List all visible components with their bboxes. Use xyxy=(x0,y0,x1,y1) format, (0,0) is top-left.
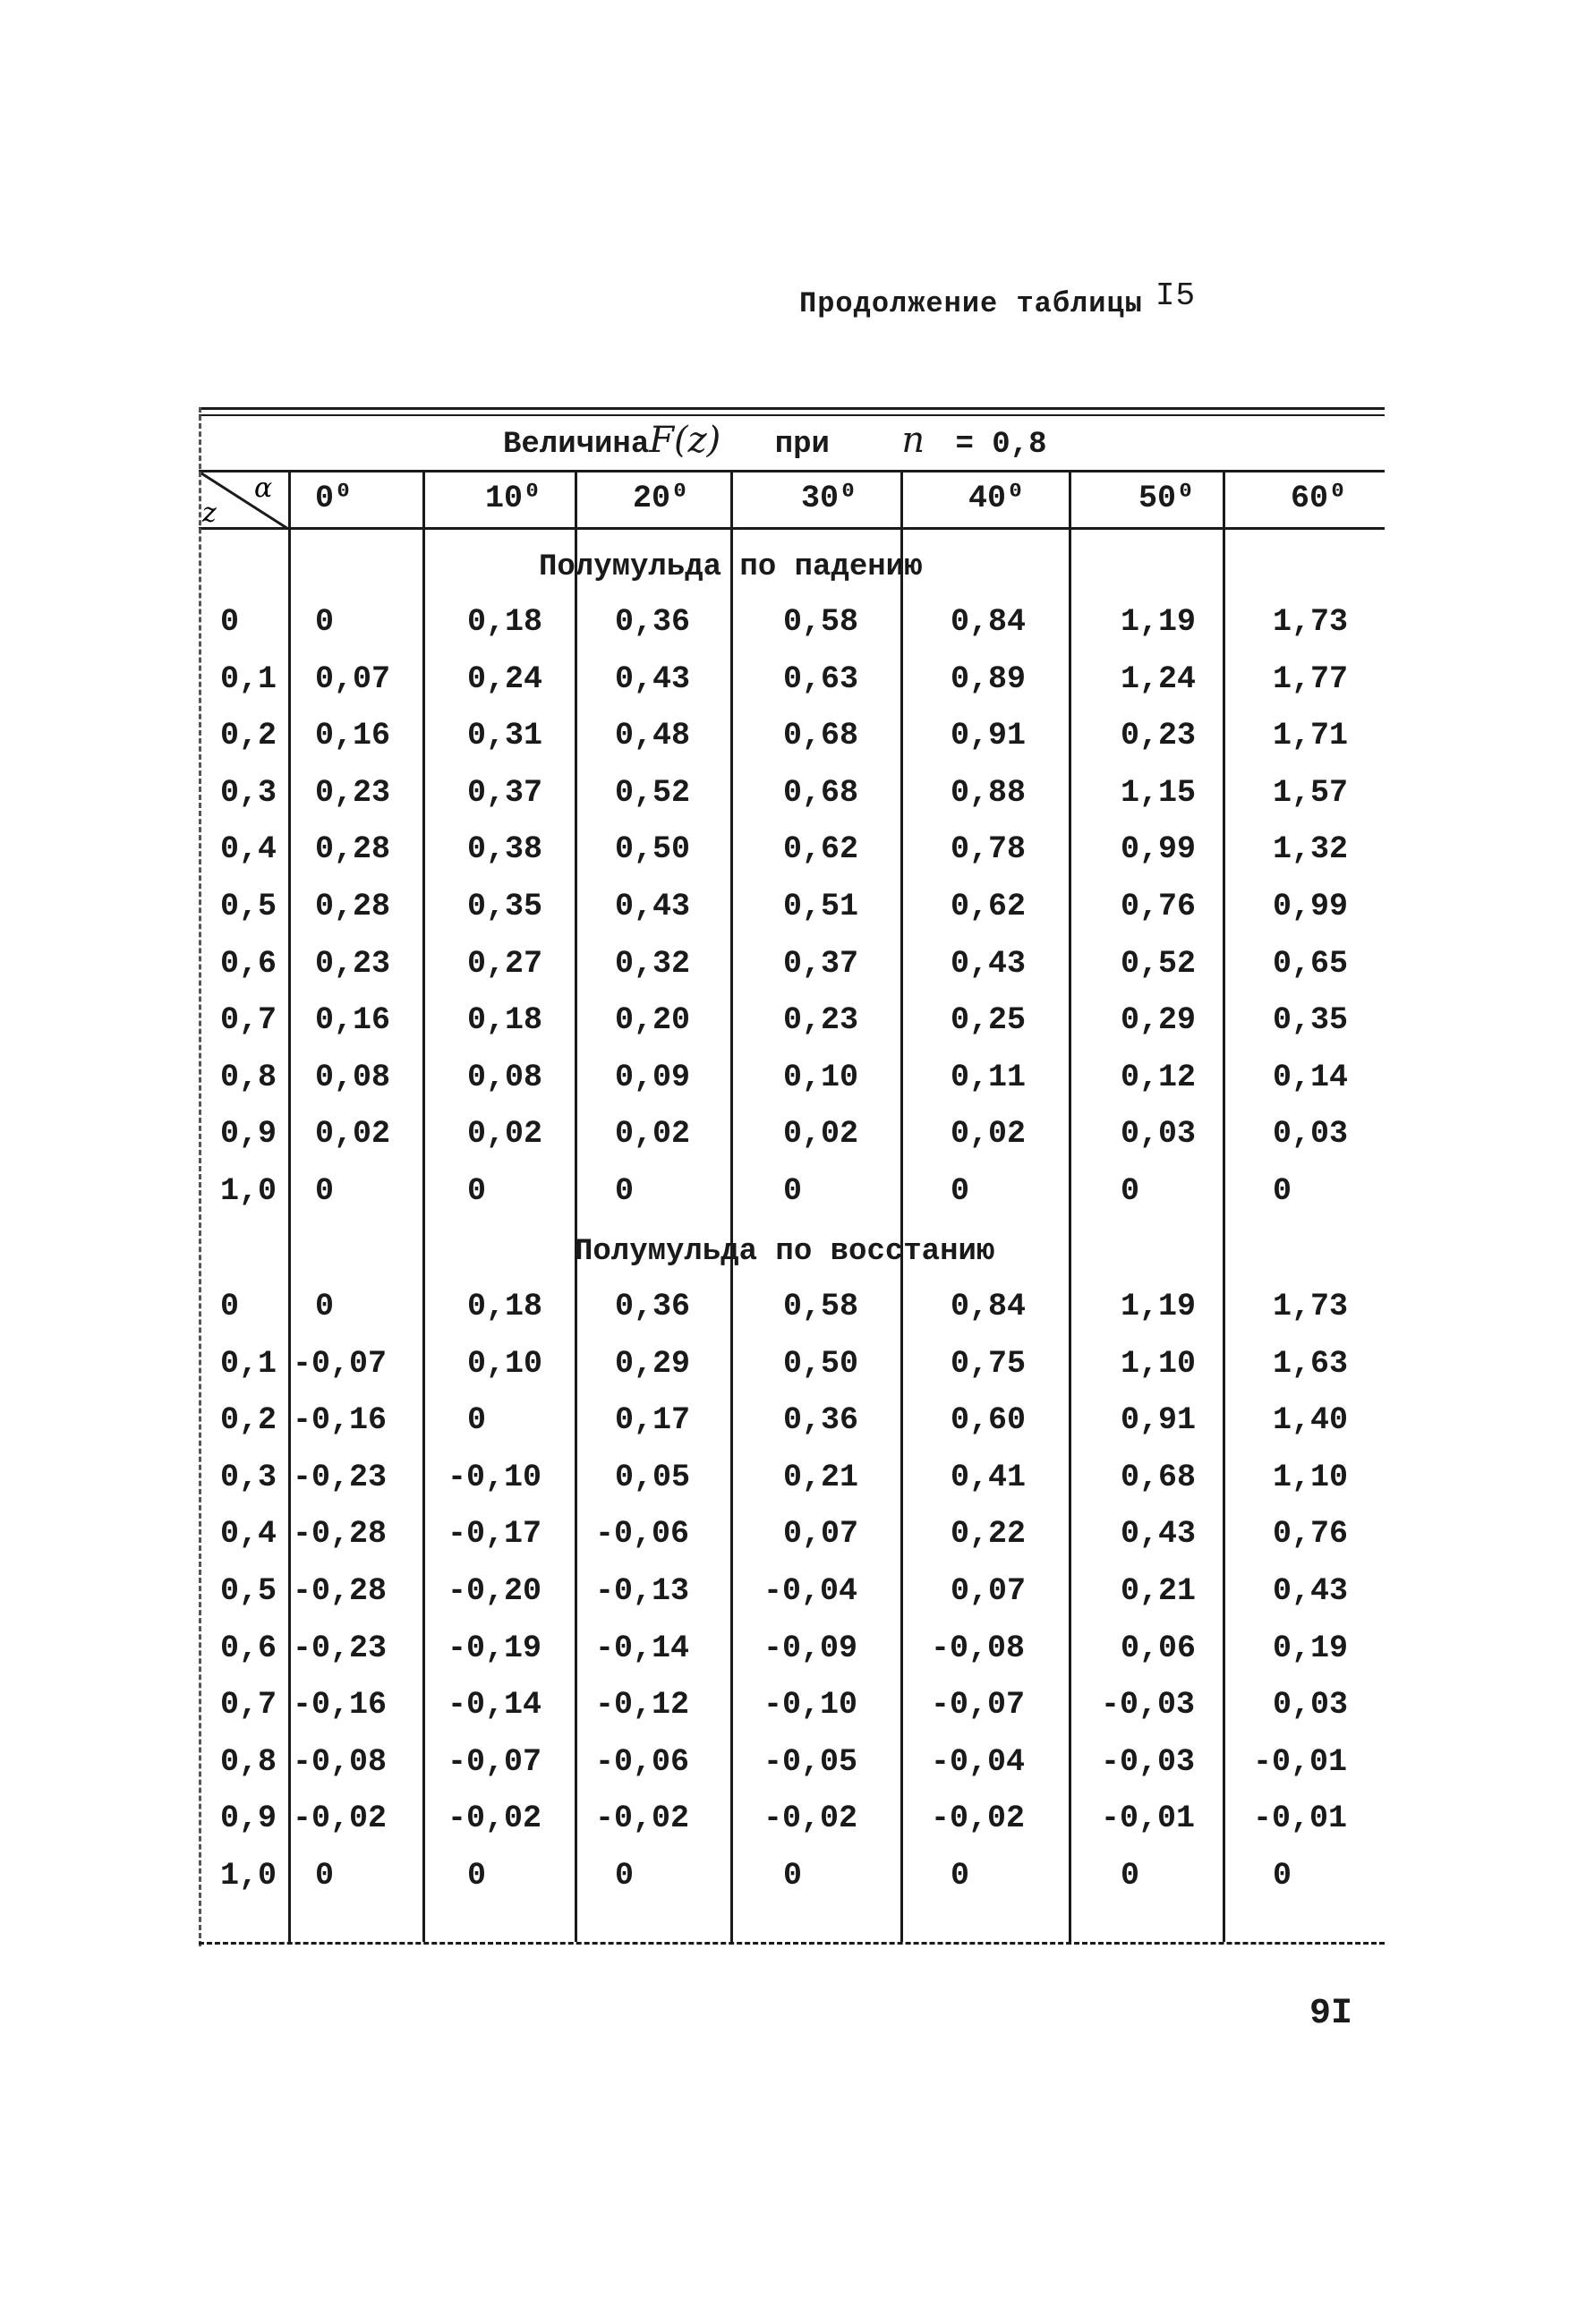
table-cell: 0,41 xyxy=(951,1459,1027,1495)
corner-alpha-symbol: α xyxy=(254,472,273,504)
table-cell: 1,10 xyxy=(1273,1459,1349,1495)
table-cell: -0,23 xyxy=(293,1459,388,1495)
table-cell: -0,06 xyxy=(595,1743,690,1780)
table-cell: -0,09 xyxy=(763,1630,858,1666)
table-cell: 0,29 xyxy=(615,1345,691,1382)
table-cell: 0,99 xyxy=(1121,831,1197,868)
column-header: 10⁰ xyxy=(485,481,542,516)
column-separator xyxy=(575,470,577,1942)
table-cell: 0,68 xyxy=(783,774,859,811)
table-cell: -0,04 xyxy=(763,1573,858,1609)
row-z-value: 0 xyxy=(220,1289,240,1324)
table-cell: 0,09 xyxy=(615,1059,691,1095)
table-cell: 0,28 xyxy=(315,889,391,924)
table-cell: 1,19 xyxy=(1121,1289,1197,1324)
row-z-value: 0,4 xyxy=(220,831,277,868)
table-cell: 0 xyxy=(467,1173,487,1209)
table-cell: 0 xyxy=(467,1402,487,1439)
table-caption xyxy=(799,277,1197,321)
table-cell: 0,02 xyxy=(467,1116,543,1153)
table-cell: 0,52 xyxy=(615,774,691,811)
column-separator xyxy=(900,470,903,1942)
table-cell: 0,88 xyxy=(951,774,1027,811)
table-cell: -0,13 xyxy=(595,1573,690,1609)
table-cell: -0,14 xyxy=(448,1687,542,1724)
table-cell: 0 xyxy=(467,1858,487,1894)
table-bottom-border xyxy=(199,1942,1385,1945)
table-cell: 0,35 xyxy=(467,889,543,924)
table-cell: 0,18 xyxy=(467,1289,543,1324)
row-z-value: 0,3 xyxy=(220,1459,277,1495)
table-cell: 0 xyxy=(315,1173,335,1209)
header-top-line xyxy=(199,470,1385,472)
table-cell: 0,50 xyxy=(615,831,691,868)
table-cell: 0,10 xyxy=(467,1345,543,1382)
table-cell: 0,16 xyxy=(315,1002,391,1039)
table-cell: 0,50 xyxy=(783,1345,859,1382)
table-cell: 0,02 xyxy=(615,1116,691,1153)
table-cell: 0,62 xyxy=(951,889,1027,924)
column-separator xyxy=(422,470,425,1942)
table-cell: 0,23 xyxy=(315,945,391,982)
table-cell: 0,20 xyxy=(615,1002,691,1039)
table-cell: -0,10 xyxy=(448,1459,542,1495)
table-cell: 0,29 xyxy=(1121,1002,1197,1039)
table-cell: 0,03 xyxy=(1121,1116,1197,1153)
table-cell: 0,38 xyxy=(467,831,543,868)
table-cell: 1,63 xyxy=(1273,1345,1349,1382)
table-cell: 0,08 xyxy=(467,1059,543,1095)
row-z-value: 0,8 xyxy=(220,1059,277,1095)
table-cell: 0,37 xyxy=(783,945,859,982)
row-z-value: 0,6 xyxy=(220,945,277,982)
table-cell: 0,02 xyxy=(783,1116,859,1153)
table-cell: 0,22 xyxy=(951,1516,1027,1553)
row-z-value: 0,7 xyxy=(220,1687,277,1724)
table-cell: -0,16 xyxy=(293,1687,388,1724)
table-cell: -0,06 xyxy=(595,1516,690,1553)
row-z-value: 0,3 xyxy=(220,774,277,811)
table-cell: 0,58 xyxy=(783,1289,859,1324)
table-cell: -0,03 xyxy=(1101,1743,1196,1780)
table-cell: 0,24 xyxy=(467,660,543,697)
table-cell: 0,03 xyxy=(1273,1116,1349,1153)
column-separator xyxy=(288,470,291,1942)
table-cell: 0,99 xyxy=(1273,889,1349,924)
table-cell: 0,35 xyxy=(1273,1002,1349,1039)
table-cell: 0,10 xyxy=(783,1059,859,1095)
table-cell: -0,19 xyxy=(448,1630,542,1666)
table-cell: 0,91 xyxy=(1121,1402,1197,1439)
table-cell: 0,07 xyxy=(315,660,391,697)
row-z-value: 0,7 xyxy=(220,1002,277,1039)
table-cell: -0,02 xyxy=(763,1800,858,1837)
section-title: Полумульда по падению xyxy=(539,550,923,584)
table-cell: 0,84 xyxy=(951,604,1027,640)
table-cell: 0,27 xyxy=(467,945,543,982)
table-cell: 0 xyxy=(1273,1858,1292,1894)
table-cell: 0,21 xyxy=(1121,1573,1197,1609)
table-cell: 0,28 xyxy=(315,831,391,868)
table-cell: -0,02 xyxy=(595,1800,690,1837)
table-cell: 0 xyxy=(1121,1858,1140,1894)
table-cell: 1,10 xyxy=(1121,1345,1197,1382)
table-cell: 0,48 xyxy=(615,718,691,754)
row-z-value: 1,0 xyxy=(220,1858,277,1894)
table-cell: -0,28 xyxy=(293,1573,388,1609)
caption-text: Продолжение таблицы xyxy=(799,287,1143,320)
table-cell: 0,06 xyxy=(1121,1630,1197,1666)
table-cell: -0,20 xyxy=(448,1573,542,1609)
row-z-value: 0,9 xyxy=(220,1800,277,1837)
table-cell: 0 xyxy=(951,1173,970,1209)
table-cell: 0,68 xyxy=(1121,1459,1197,1495)
table-cell: 0,43 xyxy=(615,889,691,924)
table-cell: -0,07 xyxy=(931,1687,1026,1724)
row-z-value: 0 xyxy=(220,604,240,640)
table-cell: 0,51 xyxy=(783,889,859,924)
table-cell: 0,25 xyxy=(951,1002,1027,1039)
table-cell: 1,73 xyxy=(1273,604,1349,640)
table-cell: 0 xyxy=(783,1173,803,1209)
table-cell: 0 xyxy=(1273,1173,1292,1209)
table-cell: 0,36 xyxy=(615,604,691,640)
row-z-value: 0,2 xyxy=(220,718,277,754)
title-prefix: Величина xyxy=(503,428,650,462)
section-title: Полумульда по восстанию xyxy=(575,1235,995,1269)
table-top-border xyxy=(199,407,1385,410)
title-function: F(z) xyxy=(649,420,721,461)
corner-cell xyxy=(199,472,288,529)
table-cell: 0,68 xyxy=(783,718,859,754)
page-number: 9I xyxy=(1309,1994,1353,2034)
corner-z-symbol: z xyxy=(202,498,217,529)
table-cell: 0,58 xyxy=(783,604,859,640)
table-cell: 0,43 xyxy=(1273,1573,1349,1609)
table-cell: 0 xyxy=(783,1858,803,1894)
table-cell: -0,05 xyxy=(763,1743,858,1780)
table-cell: 1,15 xyxy=(1121,774,1197,811)
table-cell: 1,71 xyxy=(1273,718,1349,754)
table-cell: 1,57 xyxy=(1273,774,1349,811)
table-cell: 0,03 xyxy=(1273,1687,1349,1724)
table-cell: -0,07 xyxy=(293,1345,388,1382)
table-cell: 0,36 xyxy=(615,1289,691,1324)
table-cell: -0,01 xyxy=(1253,1800,1348,1837)
table-cell: -0,07 xyxy=(448,1743,542,1780)
row-z-value: 0,5 xyxy=(220,889,277,924)
table-cell: 0,78 xyxy=(951,831,1027,868)
table-cell: -0,08 xyxy=(931,1630,1026,1666)
table-cell: -0,12 xyxy=(595,1687,690,1724)
column-header: 20⁰ xyxy=(633,481,690,516)
table-cell: 0,12 xyxy=(1121,1059,1197,1095)
row-z-value: 0,6 xyxy=(220,1630,277,1666)
title-equals: = 0,8 xyxy=(955,428,1047,462)
table-cell: -0,01 xyxy=(1253,1743,1348,1780)
row-z-value: 1,0 xyxy=(220,1173,277,1209)
table-cell: -0,17 xyxy=(448,1516,542,1553)
table-cell: 0,16 xyxy=(315,718,391,754)
table-cell: 0,89 xyxy=(951,660,1027,697)
table-cell: 1,73 xyxy=(1273,1289,1349,1324)
table-cell: -0,01 xyxy=(1101,1800,1196,1837)
table-cell: 0,31 xyxy=(467,718,543,754)
column-separator xyxy=(1223,470,1225,1942)
table-cell: 0,76 xyxy=(1121,889,1197,924)
table-cell: 0,84 xyxy=(951,1289,1027,1324)
table-cell: 0 xyxy=(1121,1173,1140,1209)
column-header: 60⁰ xyxy=(1291,481,1348,516)
table-cell: -0,02 xyxy=(448,1800,542,1837)
table-cell: 0,60 xyxy=(951,1402,1027,1439)
table-cell: 0,07 xyxy=(783,1516,859,1553)
table-cell: 0,07 xyxy=(951,1573,1027,1609)
table-cell: 0,52 xyxy=(1121,945,1197,982)
table-cell: -0,10 xyxy=(763,1687,858,1724)
table-cell: 0,18 xyxy=(467,604,543,640)
column-header: 50⁰ xyxy=(1138,481,1196,516)
table-cell: 0 xyxy=(315,1289,335,1324)
title-param: n xyxy=(901,420,925,461)
row-z-value: 0,1 xyxy=(220,1345,277,1382)
table-left-edge xyxy=(199,407,201,1946)
data-table xyxy=(199,407,1385,1946)
column-header: 30⁰ xyxy=(801,481,858,516)
table-cell: 0,32 xyxy=(615,945,691,982)
table-cell: 0,43 xyxy=(1121,1516,1197,1553)
table-cell: -0,28 xyxy=(293,1516,388,1553)
table-title xyxy=(503,420,1047,462)
table-cell: 0 xyxy=(315,1858,335,1894)
table-cell: 1,40 xyxy=(1273,1402,1349,1439)
table-cell: 0,23 xyxy=(1121,718,1197,754)
table-cell: -0,16 xyxy=(293,1402,388,1439)
table-cell: 0,19 xyxy=(1273,1630,1349,1666)
table-cell: 1,19 xyxy=(1121,604,1197,640)
caption-table-number: I5 xyxy=(1155,277,1197,314)
table-cell: 0,91 xyxy=(951,718,1027,754)
table-cell: -0,14 xyxy=(595,1630,690,1666)
column-separator xyxy=(1069,470,1071,1942)
table-cell: 0,21 xyxy=(783,1459,859,1495)
row-z-value: 0,4 xyxy=(220,1516,277,1553)
row-z-value: 0,9 xyxy=(220,1116,277,1153)
table-cell: 1,24 xyxy=(1121,660,1197,697)
table-cell: 0,63 xyxy=(783,660,859,697)
table-cell: 0 xyxy=(615,1858,635,1894)
table-cell: -0,08 xyxy=(293,1743,388,1780)
table-cell: 0 xyxy=(615,1173,635,1209)
table-cell: 0,02 xyxy=(315,1116,391,1153)
table-cell: 0,08 xyxy=(315,1059,391,1095)
header-bottom-line xyxy=(199,527,1385,530)
table-cell: -0,23 xyxy=(293,1630,388,1666)
table-cell: 0,76 xyxy=(1273,1516,1349,1553)
table-cell: 1,32 xyxy=(1273,831,1349,868)
table-cell: 0 xyxy=(951,1858,970,1894)
table-cell: 0,11 xyxy=(951,1059,1027,1095)
table-cell: -0,03 xyxy=(1101,1687,1196,1724)
table-top-border-2 xyxy=(199,414,1385,416)
row-z-value: 0,2 xyxy=(220,1402,277,1439)
table-cell: -0,02 xyxy=(931,1800,1026,1837)
table-cell: 0,02 xyxy=(951,1116,1027,1153)
column-header: 40⁰ xyxy=(968,481,1026,516)
table-cell: 0,75 xyxy=(951,1345,1027,1382)
table-cell: 0,17 xyxy=(615,1402,691,1439)
table-cell: 0,43 xyxy=(951,945,1027,982)
table-cell: -0,02 xyxy=(293,1800,388,1837)
table-cell: 0,37 xyxy=(467,774,543,811)
column-separator xyxy=(730,470,733,1942)
table-cell: 0,23 xyxy=(783,1002,859,1039)
table-cell: -0,04 xyxy=(931,1743,1026,1780)
table-cell: 0,05 xyxy=(615,1459,691,1495)
table-cell: 0,23 xyxy=(315,774,391,811)
table-cell: 0,14 xyxy=(1273,1059,1349,1095)
table-cell: 0,36 xyxy=(783,1402,859,1439)
table-cell: 0,43 xyxy=(615,660,691,697)
table-cell: 0 xyxy=(315,604,335,640)
table-cell: 1,77 xyxy=(1273,660,1349,697)
table-cell: 0,65 xyxy=(1273,945,1349,982)
row-z-value: 0,1 xyxy=(220,660,277,697)
table-cell: 0,18 xyxy=(467,1002,543,1039)
title-middle: при xyxy=(774,428,830,462)
table-cell: 0,62 xyxy=(783,831,859,868)
row-z-value: 0,5 xyxy=(220,1573,277,1609)
row-z-value: 0,8 xyxy=(220,1743,277,1780)
column-header: 0⁰ xyxy=(315,481,354,516)
